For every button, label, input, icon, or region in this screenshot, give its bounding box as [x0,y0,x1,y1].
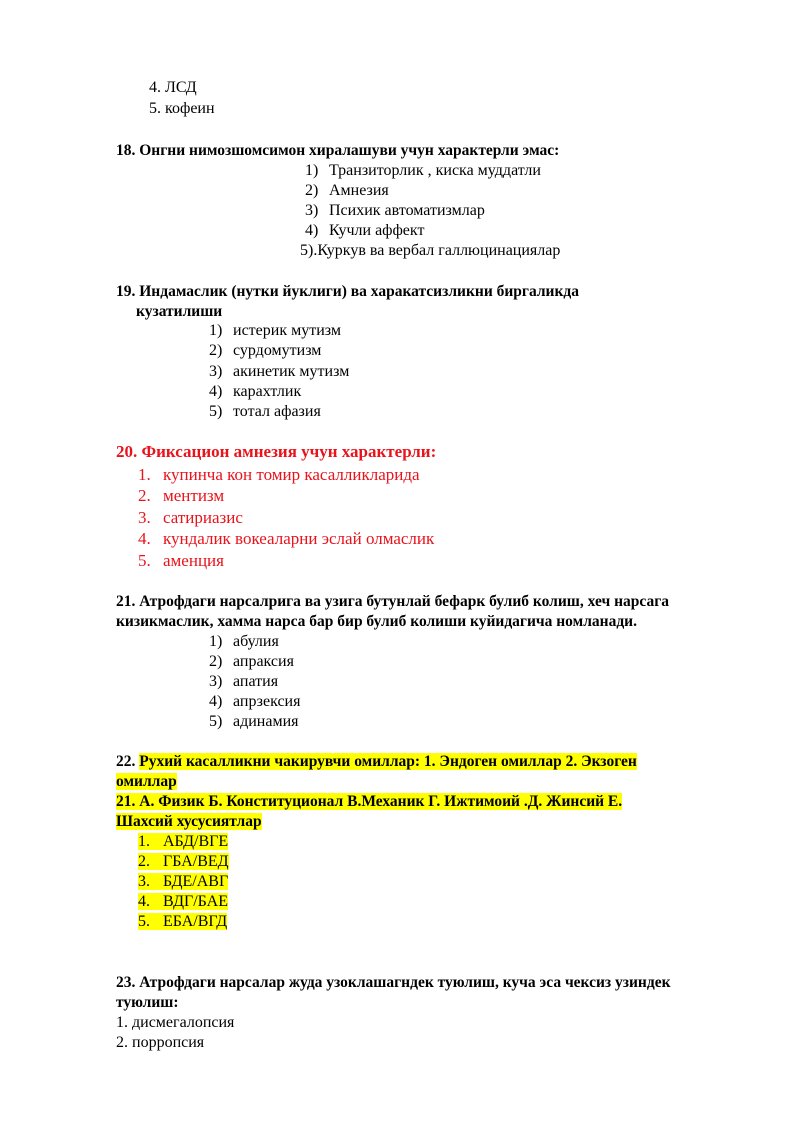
prev-item-4: 4. ЛСД [149,79,197,96]
q23-option-1: 1. дисмегалопсия [116,1014,235,1031]
question-22-title: 22. Рухий касалликни чакирувчи омиллар: 1. Эндоген омиллар 2. Экзоген [116,753,637,770]
question-20-title: 20. Фиксацион амнезия учун характерли: [116,442,437,461]
question-23-title-cont: туюлиш: [116,994,179,1011]
q22-option-5: 5. ЕБА/ВГД [138,913,228,930]
q19-option-2: 2) сурдомутизм [209,342,322,359]
q22-option-3: 3. БДЕ/АВГ [138,873,229,890]
q22-option-2: 2. ГБА/ВЕД [138,853,229,870]
q18-option-5: 5).Куркув ва вербал галлюцинациялар [300,242,561,259]
q20-option-2: 2. ментизм [138,486,225,505]
q21-option-4: 4) апрзексия [209,693,301,710]
question-22-title-cont: омиллар [116,773,177,790]
q18-option-4: 4) Кучли аффект [305,222,425,239]
q20-option-3: 3. сатириазис [138,508,243,527]
q19-option-4: 4) карахтлик [209,383,302,400]
question-18-title: 18. Онгни нимозшомсимон хиралашуви учун характерли эмас: [116,142,560,159]
q18-option-3: 3) Психик автоматизмлар [305,202,485,219]
question-19-title-cont: кузатилиши [136,303,223,320]
q18-option-2: 2) Амнезия [305,182,389,199]
question-21-title: 21. Атрофдаги нарсалрига ва узига бутунлай бефарк булиб колиш, хеч нарсага [116,593,670,610]
q22-option-1: 1. АБД/ВГЕ [138,833,229,850]
q22-option-4: 4. ВДГ/БАЕ [138,893,228,910]
question-22-factors-cont: Шахсий хусусиятлар [116,813,262,830]
q21-option-1: 1) абулия [209,633,279,650]
q20-option-4: 4. кундалик вокеаларни эслай олмаслик [138,529,435,548]
q20-option-5: 5. аменция [138,551,224,570]
question-19-title: 19. Индамаслик (нутки йуклиги) ва харакатсизликни биргаликда [116,283,579,300]
q23-option-2: 2. порропсия [116,1034,205,1051]
q21-option-2: 2) апраксия [209,653,294,670]
question-22-factors: 21. А. Физик Б. Конституционал В.Механик Г. Ижтимоий .Д. Жинсий Е. [116,793,623,810]
q19-option-5: 5) тотал афазия [209,403,321,420]
q19-option-1: 1) истерик мутизм [209,322,341,339]
q19-option-3: 3) акинетик мутизм [209,363,350,380]
q21-option-3: 3) апатия [209,673,279,690]
prev-item-5: 5. кофеин [149,100,215,117]
q18-option-1: 1) Транзиторлик , киска муддатли [305,162,541,179]
q21-option-5: 5) адинамия [209,713,299,730]
question-21-title-cont: кизикмаслик, хамма нарса бар бир булиб колиши куйидагича номланади. [116,613,637,630]
question-23-title: 23. Атрофдаги нарсалар жуда узоклашагндек туюлиш, куча эса чексиз узиндек [116,974,671,991]
q20-option-1: 1. купинча кон томир касалликларида [138,465,420,484]
